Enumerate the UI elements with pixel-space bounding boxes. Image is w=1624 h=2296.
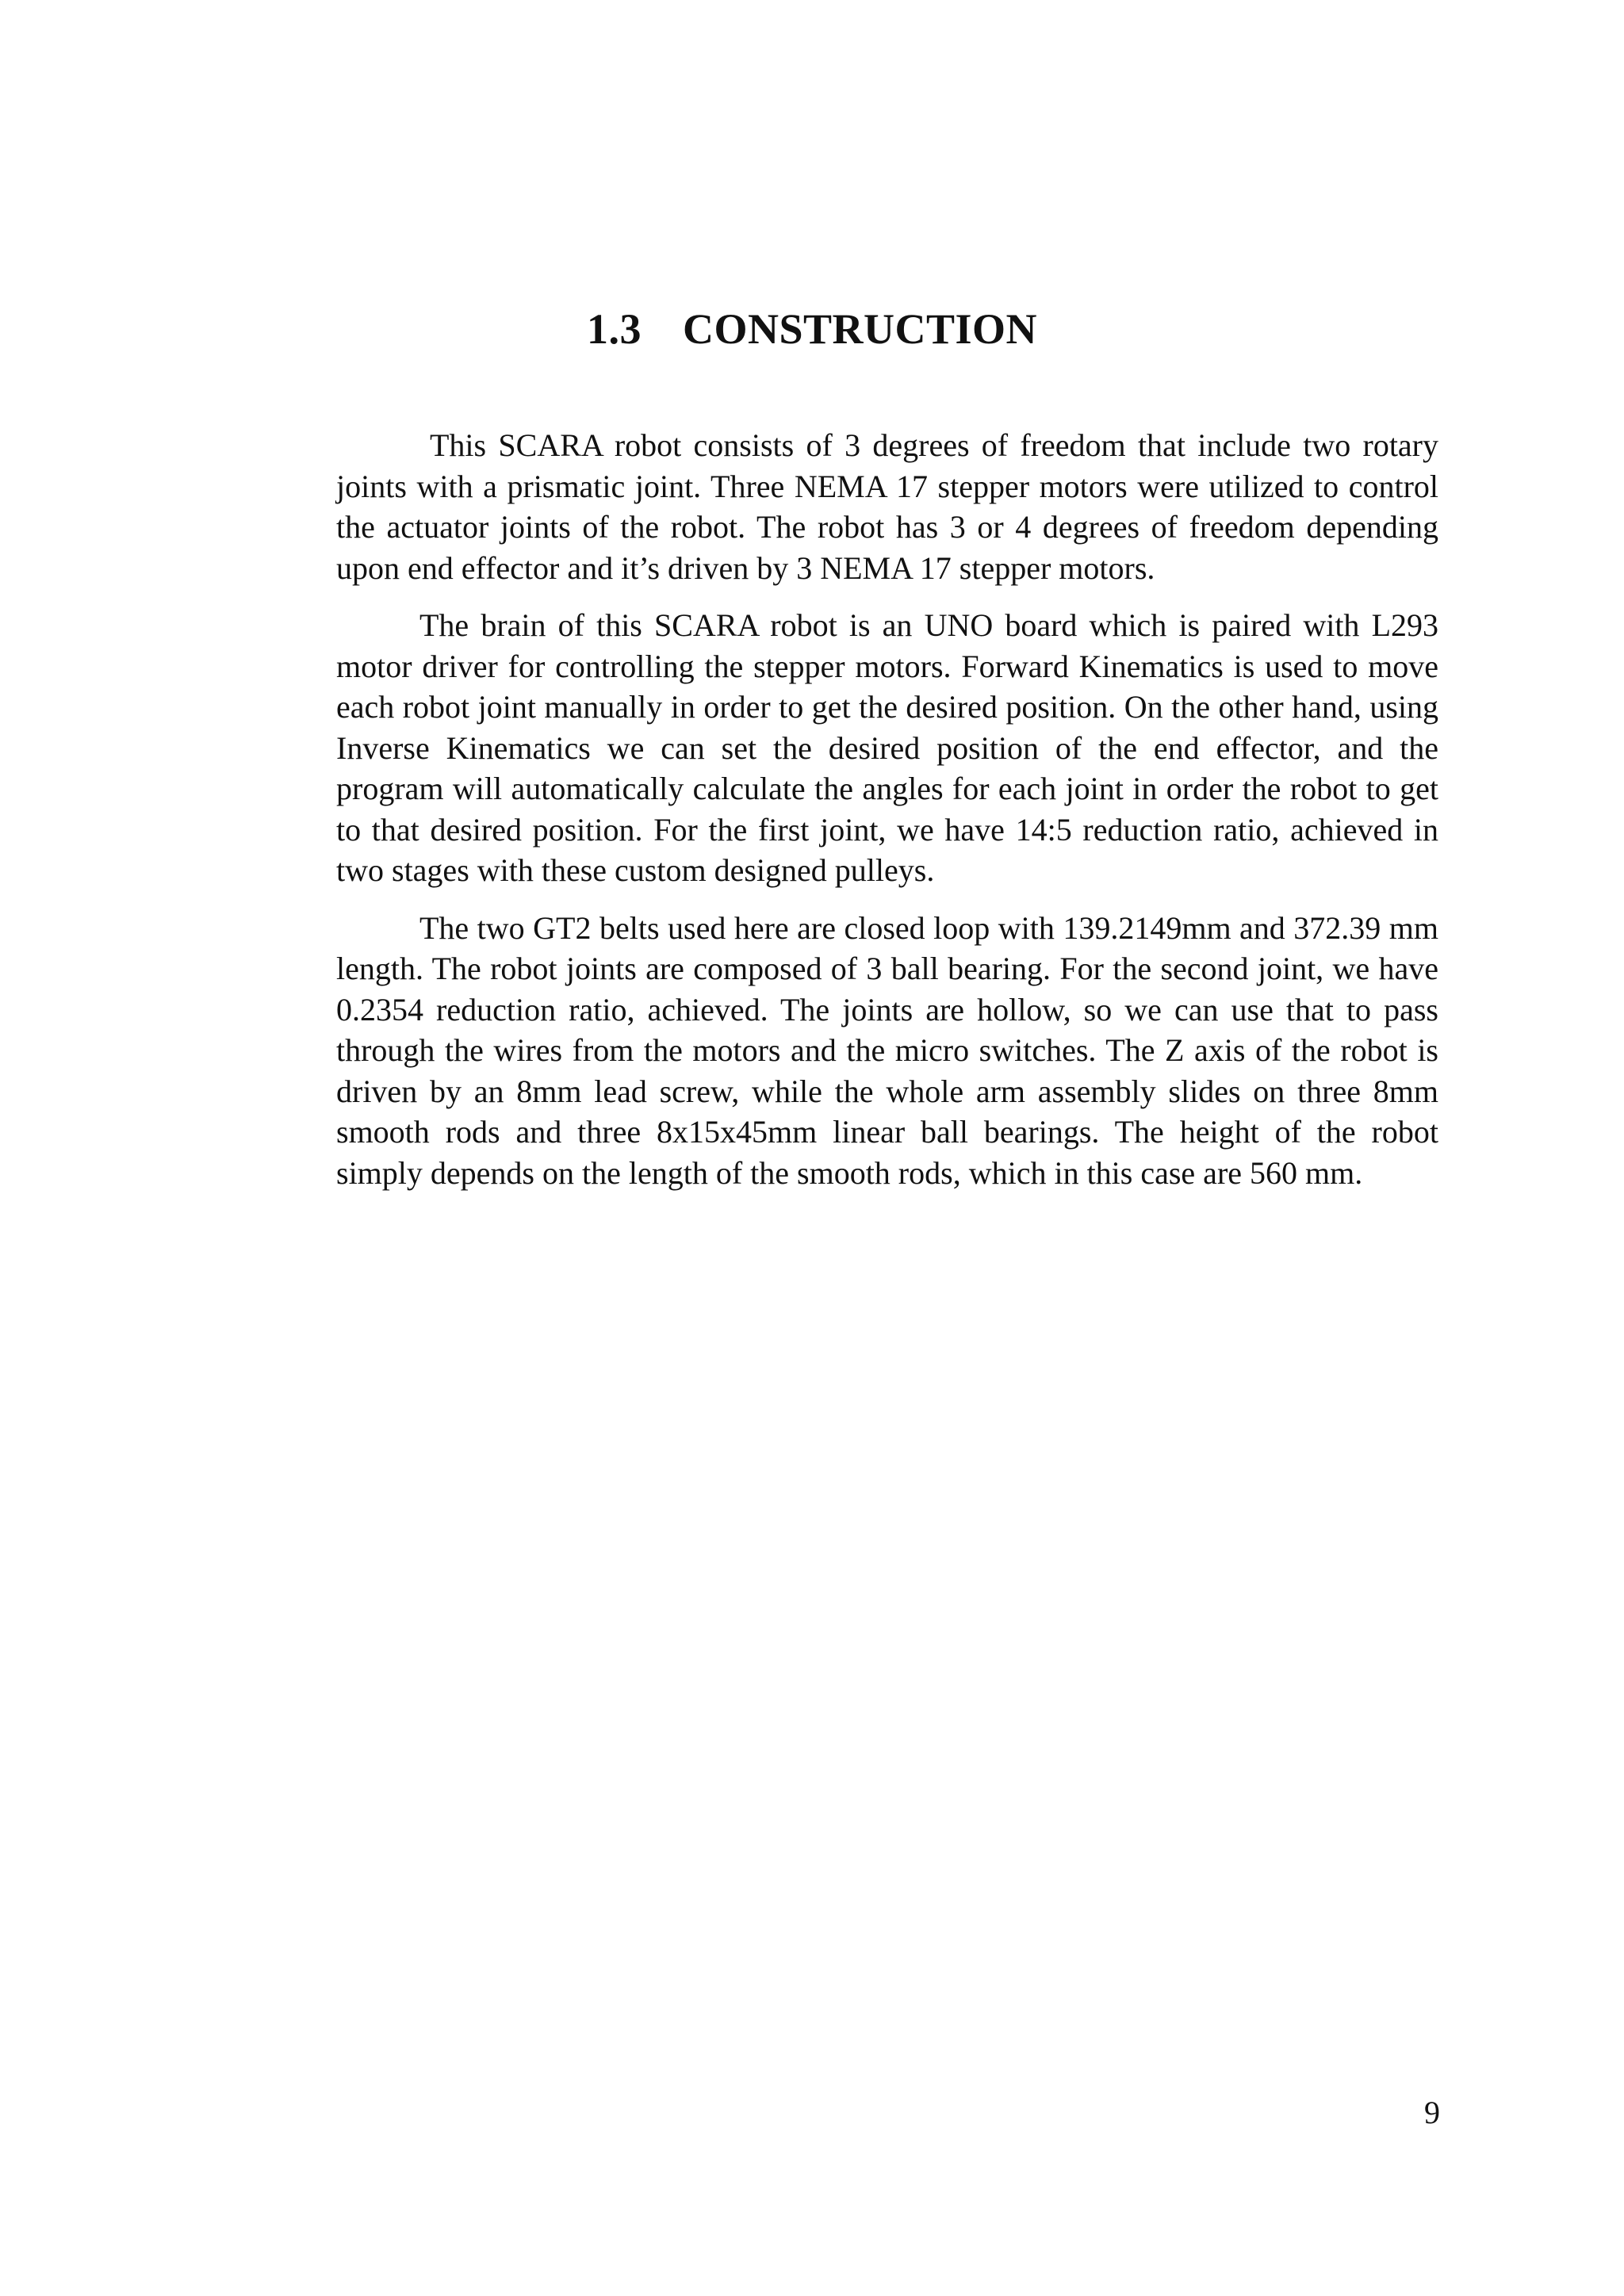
section-heading [0, 301, 1624, 357]
page-number: 9 [1424, 2095, 1440, 2130]
section-title: CONSTRUCTION [682, 305, 1038, 353]
paragraph-1: This SCARA robot consists of 3 degrees of freedom that include two rotary joints with a prismatic joint. Three NEMA 17 stepper motors were utilized to control the actuator joints of the robot. The robot has 3 or 4 degrees of freedom depending upon end effector and it’s driven by 3 NEMA 17 stepper motors. [336, 427, 1438, 586]
paragraph-3: The two GT2 belts used here are closed loop with 139.2149mm and 372.39 mm length. The robot joints are composed of 3 ball bearing. For the second joint, we have 0.2354 reduction ratio, achieved. The joints are hollow, so we can use that to pass through the wires from the motors and the micro switches. The Z axis of the robot is driven by an 8mm lead screw, while the whole arm assembly slides on three 8mm smooth rods and three 8x15x45mm linear ball bearings. The height of the robot simply depends on the length of the smooth rods, which in this case are 560 mm. [336, 909, 1438, 1191]
section-number: 1.3 [586, 305, 642, 353]
section-body [336, 425, 1438, 1210]
paragraph-2: The brain of this SCARA robot is an UNO board which is paired with L293 motor driver for controlling the stepper motors. Forward Kinematics is used to move each robot joint manually in order to get the desired position. On the other hand, using Inverse Kinematics we can set the desired position of the end effector, and the program will automatically calculate the angles for each joint in order the robot to get to that desired position. For the first joint, we have 14:5 reduction ratio, achieved in two stages with these custom designed pulleys. [336, 607, 1438, 888]
